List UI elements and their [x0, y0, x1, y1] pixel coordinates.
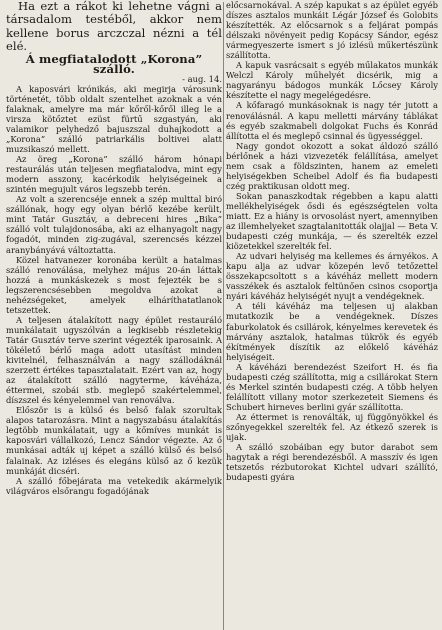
article-paragraph: A kávéházi berendezést Szeifort H. és fia budapesti czég szállította, mig a csillárokat Stern és Merkel szintén budapesti czég. A több helyen felállított villany motor szerkezeteit Siemens és Schubert hirneves berlini gyár szállította. — [226, 361, 438, 412]
article-paragraph: A kőfaragó munkásoknak is nagy tér jutott a renoválásnál. A kapu melletti márvány táblákat és egyéb szakmabeli dolgokat Fuchs és Konrád állította el és meglepő csinnal és ügyességgel. — [226, 100, 438, 141]
article-paragraph: A kapuk vasrácsait s egyéb műlakatos munkák Welczl Károly műhelyét dicsérik, mig a nagyarányu bádogos munkák Lőcsey Károly készítette el nagy megelégedésre. — [226, 60, 438, 101]
article-paragraph: Nagy gondot okozott a sokat áldozó szálló bérlőnek a házi vizvezeték felállítása, amelyet nem csak a földszinten, hanem az emeleti helyiségekben Scheibel Adolf és fia budapesti czég praktikusan oldott meg. — [226, 140, 438, 191]
article-paragraph: Az öreg „Korona” szálló három hónapi restaurálás után teljesen megfiatalodva, mint egy modern asszony, kacérkodik helyiségeinek a szintén megujult város legszebb terén. — [6, 154, 222, 195]
article-paragraph: A kaposvári krónikás, aki megirja városunk történetét, több oldalt szentelhet azoknak a vén falaknak, amelyre ma már kőről-kőről illeg le a virsza kötőztet ezüst fürtű szgastyán, aki valamikor pelyhedző bajuszszal duhajkodott a „Korona” szálló patriarkális boltivei alatt muzsikaszó mellett. — [6, 83, 222, 155]
article-paragraph: Az éttermet is renoválták, uj függönyökkel és szőnyegekkel szerelték fel. Az étkező szerek is ujak. — [226, 411, 438, 443]
article-byline: - aug. 14. — [182, 73, 222, 84]
intro-paragraph: Ha ezt a rákot ki lehetne vágni a társadalom testéből, akkor nem kellene borus arczczal nézni a tél elé. — [6, 0, 222, 54]
article-paragraph: Sokan panaszkodtak régebben a kapu alatti mellékhelyiségek ősdi és egészségtelen volta miatt. Ez a hiány is orvosolást nyert, amennyiben az illemhelyeket szagtalanitották olajjal — Beta V. budapesti czég munkája, — és szerelték ezzel kiözetekkel szerelték fel. — [226, 190, 438, 252]
column-divider — [223, 2, 224, 630]
article-paragraph: Először is a külső és belső falak szorultak alapos tatarozásra. Mint a nagyszabásu átalakítás legtöbb munkálatait, ugy a kőmíves munkát is kaposvári vállalkozó, Lencz Sándor végezte. Az ő munkásai adták uj képet a szálló külső és belső falainak. Az izléses és elegáns külső az ő kezük munkáját dicséri. — [6, 405, 222, 476]
article-paragraph: előcsarnokával. A szép kapukat s az épület egyéb díszes asztalos munkáit Légár József és Golobits készítették. Az előcsarnok s a feljárat pompás délszaki növényeit pedig Kopácsy Sándor, egész vármegyeszerte ismert s jó izlésü műkertészünk szállította. — [226, 0, 438, 61]
article-paragraph: A szálló szobáiban egy butor darabot sem hagytak a régi berendezésből. A masszív és igen tetszetős rézbutorokat Kichtel udvari szállító, budapesti gyára — [226, 442, 438, 483]
left-column — [6, 0, 222, 630]
article-paragraph: Az volt a szerencséje ennek a szép multtal biró szállónak, hogy egy olyan bérlő kezébe került, mint Tatár Gusztáv, a debreceni hires „Bika” szálló volt tulajdonosába, aki az elhanyagolt nagy fogadót, minden zig-zugával, szerencsés kézzel aranybányává változtatta. — [6, 194, 222, 255]
article-paragraph: Közel hatvanezer koronába került a hatalmas szálló renoválása, melyhez május 20-án láttak hozzá a munkáskezek s most fejezték be s legszerencsésebben megoldva azokat a nehézségeket, amelyek elháríthatatlanok tetszettek. — [6, 254, 222, 315]
right-column — [226, 0, 438, 630]
article-paragraph: A téli kávéház ma teljesen uj alakban mutatkozik be a vendégeknek. Díszes faburkolatok és csillárok, kényelmes kerevetek és márvány asztalok, hatalmas tükrök és egyéb ékítmények díszítik az előkelő kávéház helyiségeit. — [226, 301, 438, 362]
article-paragraph: A szálló főbejárata ma vetekedik akármelyik világváros elsőrangu fogadójának — [6, 475, 222, 496]
article-title: Á megfiatalodott „Korona” szálló. — [25, 51, 203, 76]
article-paragraph: A teljesen átalakított nagy épület restauráló munkálatait ugyszólván a legkisebb részletekig Tatár Gusztáv terve szerint végezték iparosaink. A tökélető bérlő maga adott utasítást minden kivitelnél, felhasználván a nagy szállodáknál szerzett értékes tapasztalatait. Ezért van az, hogy az átalakított szálló nagyterme, kávéháza, éttermei, szobái stb. meglepő szakértelemmel, díszszel és kényelemmel van renoválva. — [6, 314, 222, 406]
article-paragraph: Az udvari helyiség ma kellemes és árnyékos. A kapu alja az udvar közepén levő tetőzettel összekapcsoltott s a kávéház mellett modern vasszékek és asztalok feltünően csinos csoportja nyári kávéház helyiségét nyujt a vendégeknek. — [226, 251, 438, 302]
